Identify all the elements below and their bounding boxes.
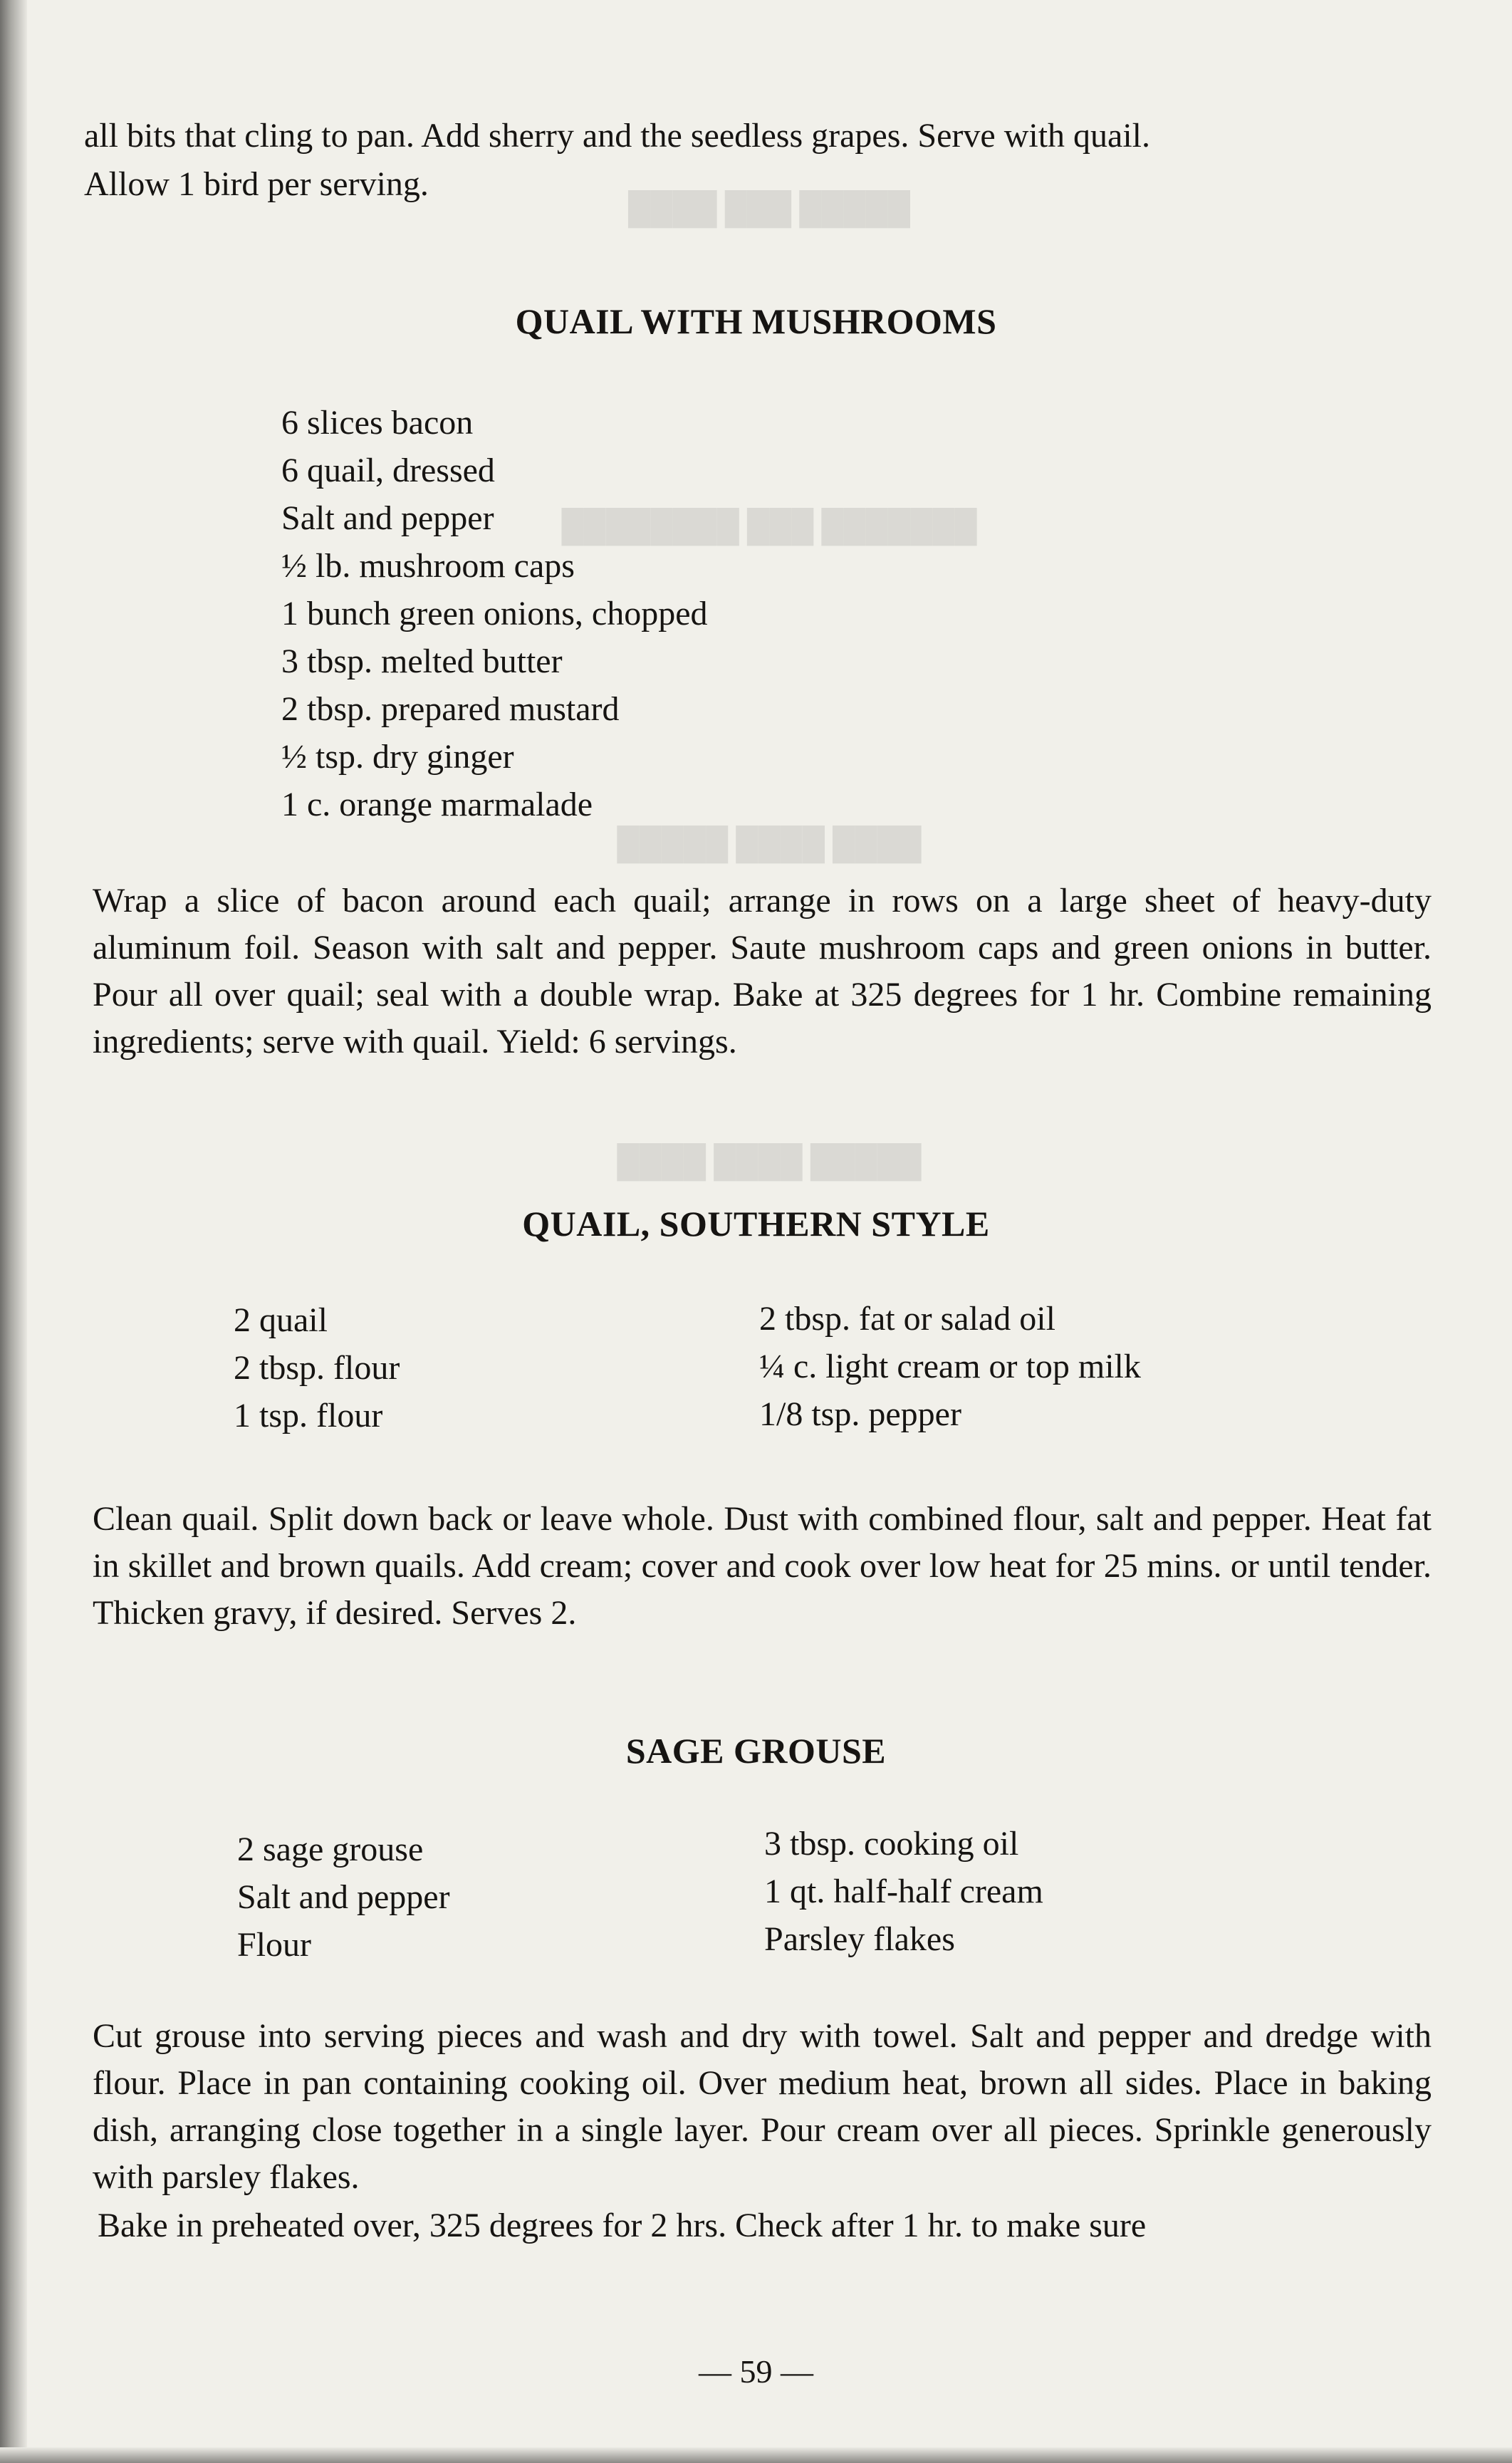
recipe-title-sage-grouse: SAGE GROUSE [625,1731,887,1771]
ingredient: 1 qt. half-half cream [764,1873,1043,1910]
ingredient: 6 quail, dressed [281,452,495,489]
ingredient: ½ tsp. dry ginger [281,738,514,776]
ingredient: 3 tbsp. cooking oil [764,1825,1019,1863]
ingredient: Salt and pepper [281,499,494,537]
intro-line-2: Allow 1 bird per serving. [84,165,429,203]
intro-line-1: all bits that cling to pan. Add sherry and the seedless grapes. Serve with quail. [84,117,1150,155]
ingredient-column-left [234,1296,400,1439]
ingredient-column-left [237,1826,450,1969]
recipe-directions-sage-grouse: Cut grouse into serving pieces and wash and dry with towel. Salt and pepper and dredge with flour. Place in pan containing cooking oil. Over medium heat, brown all sides. Place in baking dish, arranging close together in a single layer. Pour cream over all pieces. Sprinkle generously with parsley flakes. [93,2017,1432,2196]
ingredient: 2 sage grouse [237,1831,424,1868]
ingredient: 3 tbsp. melted butter [281,642,563,680]
bleed-through-shadow: █████ ███ ████ ███████ ███ ████████ ████ ████ █████ █████ ████ ████ [561,191,977,1179]
ingredient: ½ lb. mushroom caps [281,547,575,585]
ingredient: Flour [237,1926,312,1964]
recipe-directions-quail-southern-style: Clean quail. Split down back or leave whole. Dust with combined flour, salt and pepper. Heat fat in skillet and brown quails. Add cream; cover and cook over low heat for 25 mins. or until tender. Thicken gravy, if desired. Serves 2. [93,1500,1432,1632]
ingredient: ¼ c. light cream or top milk [759,1348,1141,1385]
page-bottom-edge [0,2447,1512,2463]
ingredient: 1 tsp. flour [234,1397,383,1434]
ingredient: 6 slices bacon [281,404,474,442]
recipe-title-quail-with-mushrooms: QUAIL WITH MUSHROOMS [515,301,997,341]
ingredient: 2 tbsp. prepared mustard [281,690,620,728]
recipe-directions-quail-with-mushrooms: Wrap a slice of bacon around each quail; arrange in rows on a large sheet of heavy-duty aluminum foil. Season with salt and pepper. Saute mushroom caps and green onions in butter. Pour all over quail; seal with a double wrap. Bake at 325 degrees for 1 hr. Combine remaining ingredients; serve with quail. Yield: 6 servings. [93,882,1432,1061]
ingredient: 1/8 tsp. pepper [759,1395,961,1433]
ingredient: 2 quail [234,1301,328,1339]
ingredient-column-right [759,1295,1141,1438]
page-number: — 59 — [699,2353,813,2390]
ingredient: Parsley flakes [764,1920,955,1958]
recipe-directions-continuation: Bake in preheated over, 325 degrees for 2 hrs. Check after 1 hr. to make sure [98,2207,1147,2244]
ingredient: 1 bunch green onions, chopped [281,595,708,632]
ingredient-list-quail-with-mushrooms [281,399,708,828]
ingredient: 2 tbsp. fat or salad oil [759,1300,1055,1338]
ingredient: Salt and pepper [237,1878,450,1916]
recipe-title-quail-southern-style: QUAIL, SOUTHERN STYLE [522,1204,990,1244]
ingredient: 1 c. orange marmalade [281,786,593,823]
ingredient: 2 tbsp. flour [234,1349,400,1387]
ingredient-column-right [764,1820,1043,1963]
